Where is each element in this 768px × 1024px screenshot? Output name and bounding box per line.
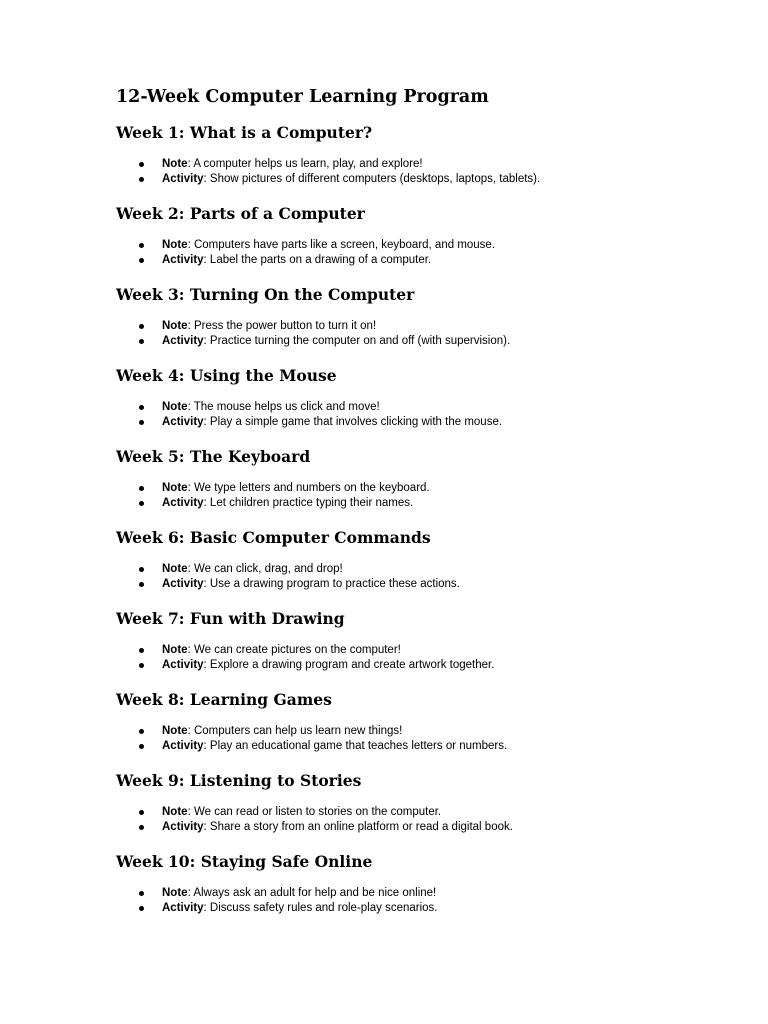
week-section-3 [116, 285, 736, 349]
bullet-icon [139, 810, 144, 815]
activity-item [116, 334, 736, 349]
note-text: : We can create pictures on the computer! [187, 644, 401, 656]
bullet-icon [139, 501, 144, 506]
document-title: 12-Week Computer Learning Program [116, 87, 489, 107]
note-label: Note [162, 887, 188, 899]
activity-item [116, 739, 736, 754]
week-heading: Week 5: The Keyboard [116, 447, 311, 466]
bullet-icon [139, 567, 144, 572]
week-section-10 [116, 852, 736, 916]
activity-item [116, 172, 736, 187]
bullet-list [116, 238, 736, 268]
bullet-list [116, 400, 736, 430]
note-item [116, 319, 736, 334]
activity-text: : Play a simple game that involves clicking with the mouse. [203, 416, 503, 428]
activity-label: Activity [162, 497, 204, 509]
week-section-1 [116, 123, 736, 187]
bullet-icon [139, 663, 144, 668]
note-text: : Always ask an adult for help and be nice online! [187, 887, 437, 899]
note-text: : A computer helps us learn, play, and explore! [187, 158, 423, 170]
note-label: Note [162, 482, 188, 494]
week-heading: Week 10: Staying Safe Online [116, 852, 373, 871]
bullet-icon [139, 906, 144, 911]
week-section-2 [116, 204, 736, 268]
note-label: Note [162, 239, 188, 251]
bullet-icon [139, 486, 144, 491]
note-label: Note [162, 401, 188, 413]
bullet-list [116, 643, 736, 673]
bullet-list [116, 886, 736, 916]
week-heading: Week 8: Learning Games [116, 690, 332, 709]
week-heading: Week 6: Basic Computer Commands [116, 528, 431, 547]
bullet-icon [139, 258, 144, 263]
note-label: Note [162, 806, 188, 818]
week-heading: Week 9: Listening to Stories [116, 771, 362, 790]
note-item [116, 886, 736, 901]
activity-text: : Use a drawing program to practice these actions. [203, 578, 460, 590]
week-heading: Week 4: Using the Mouse [116, 366, 337, 385]
note-item [116, 805, 736, 820]
activity-label: Activity [162, 254, 204, 266]
bullet-list [116, 481, 736, 511]
activity-text: : Play an educational game that teaches letters or numbers. [203, 740, 508, 752]
bullet-icon [139, 891, 144, 896]
activity-label: Activity [162, 659, 204, 671]
activity-item [116, 901, 736, 916]
activity-item [116, 496, 736, 511]
activity-text: : Label the parts on a drawing of a computer. [203, 254, 432, 266]
activity-item [116, 820, 736, 835]
note-text: : The mouse helps us click and move! [187, 401, 380, 413]
bullet-list [116, 157, 736, 187]
activity-label: Activity [162, 821, 204, 833]
bullet-list [116, 724, 736, 754]
bullet-list [116, 562, 736, 592]
activity-text: : Explore a drawing program and create artwork together. [203, 659, 495, 671]
note-label: Note [162, 725, 188, 737]
activity-text: : Let children practice typing their names. [203, 497, 414, 509]
bullet-icon [139, 744, 144, 749]
note-item [116, 643, 736, 658]
activity-text: : Discuss safety rules and role-play scenarios. [203, 902, 438, 914]
bullet-icon [139, 825, 144, 830]
week-heading: Week 3: Turning On the Computer [116, 285, 415, 304]
activity-label: Activity [162, 740, 204, 752]
bullet-icon [139, 729, 144, 734]
bullet-icon [139, 648, 144, 653]
note-label: Note [162, 644, 188, 656]
activity-text: : Show pictures of different computers (desktops, laptops, tablets). [203, 173, 541, 185]
note-item [116, 562, 736, 577]
week-section-8 [116, 690, 736, 754]
bullet-icon [139, 177, 144, 182]
activity-item [116, 577, 736, 592]
activity-label: Activity [162, 416, 204, 428]
activity-label: Activity [162, 578, 204, 590]
bullet-list [116, 319, 736, 349]
activity-item [116, 415, 736, 430]
bullet-icon [139, 162, 144, 167]
note-text: : Press the power button to turn it on! [187, 320, 377, 332]
note-text: : We can read or listen to stories on the computer. [187, 806, 442, 818]
note-text: : We can click, drag, and drop! [187, 563, 343, 575]
bullet-list [116, 805, 736, 835]
bullet-icon [139, 243, 144, 248]
note-item [116, 481, 736, 496]
note-label: Note [162, 320, 188, 332]
note-label: Note [162, 158, 188, 170]
week-section-6 [116, 528, 736, 592]
note-item [116, 724, 736, 739]
week-section-9 [116, 771, 736, 835]
bullet-icon [139, 420, 144, 425]
bullet-icon [139, 324, 144, 329]
note-text: : Computers can help us learn new things! [187, 725, 403, 737]
activity-text: : Share a story from an online platform or read a digital book. [203, 821, 513, 833]
week-heading: Week 7: Fun with Drawing [116, 609, 345, 628]
week-heading: Week 1: What is a Computer? [116, 123, 373, 142]
note-text: : We type letters and numbers on the keyboard. [187, 482, 430, 494]
note-text: : Computers have parts like a screen, keyboard, and mouse. [187, 239, 496, 251]
bullet-icon [139, 405, 144, 410]
activity-label: Activity [162, 173, 204, 185]
bullet-icon [139, 339, 144, 344]
activity-item [116, 253, 736, 268]
week-section-7 [116, 609, 736, 673]
activity-label: Activity [162, 335, 204, 347]
note-item [116, 400, 736, 415]
activity-label: Activity [162, 902, 204, 914]
activity-item [116, 658, 736, 673]
week-section-4 [116, 366, 736, 430]
week-heading: Week 2: Parts of a Computer [116, 204, 365, 223]
activity-text: : Practice turning the computer on and off (with supervision). [203, 335, 511, 347]
note-item [116, 238, 736, 253]
note-item [116, 157, 736, 172]
note-label: Note [162, 563, 188, 575]
week-section-5 [116, 447, 736, 511]
bullet-icon [139, 582, 144, 587]
